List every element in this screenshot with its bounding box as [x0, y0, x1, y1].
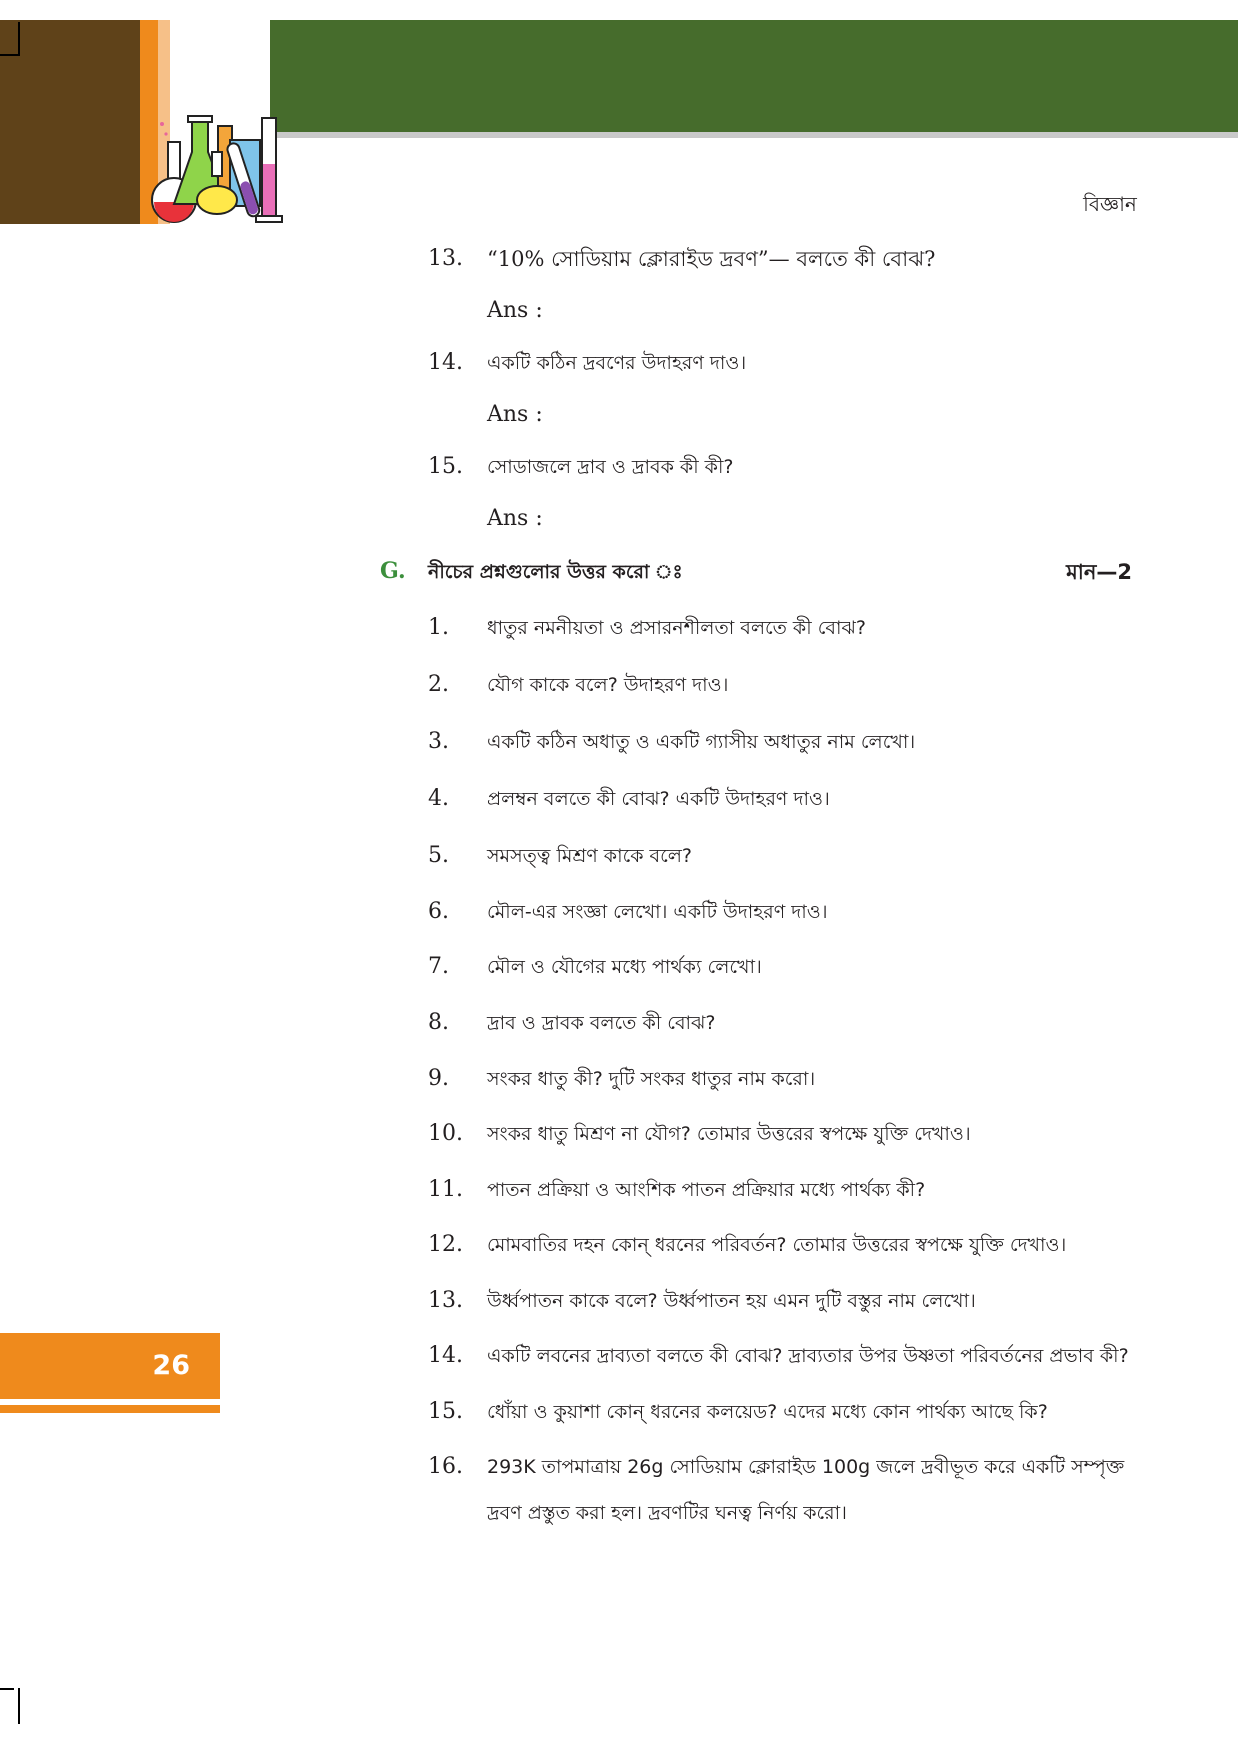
- question-number: 4.: [428, 786, 449, 811]
- question-number: 13.: [428, 1288, 463, 1313]
- question-text: 293K তাপমাত্রায় 26g সোডিয়াম ক্লোরাইড 100g জলে দ্রবীভূত করে একটি সম্পৃক্ত: [487, 1456, 1125, 1478]
- crop-mark: [18, 22, 20, 56]
- question-number: 6.: [428, 899, 449, 924]
- question-text: সংকর ধাতু মিশ্রণ না যৌগ? তোমার উত্তরের স্বপক্ষে যুক্তি দেখাও।: [487, 1123, 971, 1145]
- question-text: সোডাজলে দ্রাব ও দ্রাবক কী কী?: [487, 456, 734, 478]
- question-number: 8.: [428, 1010, 449, 1035]
- question-text: “10% সোডিয়াম ক্লোরাইড দ্রবণ”— বলতে কী বোঝ?: [487, 247, 936, 271]
- question-number: 13.: [428, 246, 463, 271]
- question-number: 7.: [428, 954, 449, 979]
- question-number: 16.: [428, 1454, 463, 1479]
- header-banner-shadow: [270, 132, 1238, 138]
- question-text: যৌগ কাকে বলে? উদাহরণ দাও।: [487, 674, 729, 696]
- question-text: মৌল ও যৌগের মধ্যে পার্থক্য লেখো।: [487, 956, 762, 978]
- crop-mark: [18, 1688, 20, 1724]
- question-number: 1.: [428, 615, 449, 640]
- question-number: 10.: [428, 1121, 463, 1146]
- question-text-line2: দ্রবণ প্রস্তুত করা হল। দ্রবণটির ঘনত্ব নির্ণয় করো।: [487, 1502, 847, 1524]
- question-text: একটি লবনের দ্রাব্যতা বলতে কী বোঝ? দ্রাব্যতার উপর উষ্ণতা পরিবর্তনের প্রভাব কী?: [487, 1345, 1129, 1367]
- question-text: প্রলম্বন বলতে কী বোঝ? একটি উদাহরণ দাও।: [487, 788, 830, 810]
- question-text: দ্রাব ও দ্রাবক বলতে কী বোঝ?: [487, 1012, 716, 1034]
- answer-label: Ans :: [487, 298, 543, 323]
- question-text: সংকর ধাতু কী? দুটি সংকর ধাতুর নাম করো।: [487, 1068, 816, 1090]
- question-text: মোমবাতির দহন কোন্ ধরনের পরিবর্তন? তোমার উত্তরের স্বপক্ষে যুক্তি দেখাও।: [487, 1234, 1067, 1256]
- question-number: 14.: [428, 1343, 463, 1368]
- question-text: ধাতুর নমনীয়তা ও প্রসারনশীলতা বলতে কী বোঝ?: [487, 617, 866, 639]
- answer-label: Ans :: [487, 402, 543, 427]
- crop-mark: [0, 1688, 14, 1690]
- question-number: 2.: [428, 672, 449, 697]
- question-number: 11.: [428, 1177, 463, 1202]
- header-green-banner: [270, 20, 1238, 132]
- question-text: মৌল-এর সংজ্ঞা লেখো। একটি উদাহরণ দাও।: [487, 901, 828, 923]
- question-number: 3.: [428, 729, 449, 754]
- section-marks: মান—2: [1066, 560, 1132, 584]
- question-text: পাতন প্রক্রিয়া ও আংশিক পাতন প্রক্রিয়ার মধ্যে পার্থক্য কী?: [487, 1179, 926, 1201]
- section-title: নীচের প্রশ্নগুলোর উত্তর করো ঃ: [428, 561, 683, 583]
- section-letter: G.: [380, 558, 406, 584]
- answer-label: Ans :: [487, 506, 543, 531]
- question-text: একটি কঠিন অধাতু ও একটি গ্যাসীয় অধাতুর নাম লেখো।: [487, 731, 916, 753]
- question-number: 9.: [428, 1066, 449, 1091]
- laboratory-glassware-icon: [148, 112, 308, 228]
- question-text: ধোঁয়া ও কুয়াশা কোন্ ধরনের কলয়েড? এদের মধ্যে কোন পার্থক্য আছে কি?: [487, 1401, 1048, 1423]
- page-number-box: [0, 1333, 220, 1399]
- question-number: 14.: [428, 350, 463, 375]
- question-number: 15.: [428, 454, 463, 479]
- question-text: উর্ধ্বপাতন কাকে বলে? উর্ধ্বপাতন হয় এমন দুটি বস্তুর নাম লেখো।: [487, 1290, 976, 1312]
- subject-title: বিজ্ঞান: [1083, 192, 1137, 216]
- header-brown-block: [0, 20, 140, 224]
- question-number: 5.: [428, 843, 449, 868]
- page-number-underline: [0, 1405, 220, 1413]
- question-text: একটি কঠিন দ্রবণের উদাহরণ দাও।: [487, 352, 747, 374]
- question-number: 15.: [428, 1399, 463, 1424]
- page-number: 26: [152, 1350, 190, 1381]
- question-number: 12.: [428, 1232, 463, 1257]
- question-text: সমসত্ত্ব মিশ্রণ কাকে বলে?: [487, 845, 693, 867]
- crop-mark: [0, 54, 20, 56]
